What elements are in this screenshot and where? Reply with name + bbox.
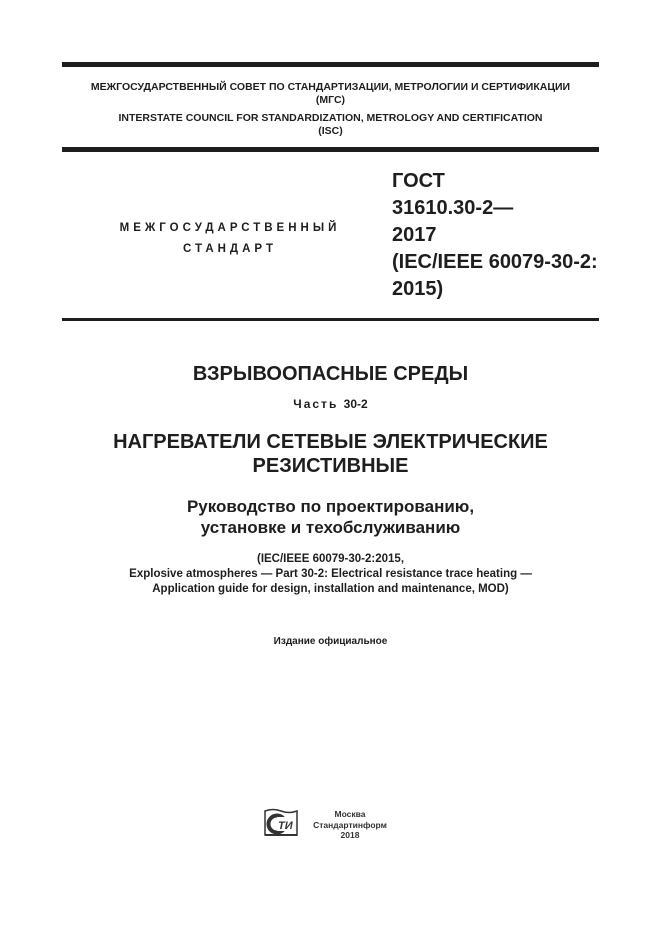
part-number: 30-2 [343, 397, 368, 411]
heading-line2: РЕЗИСТИВНЫЕ [252, 455, 409, 477]
part-label [0, 397, 661, 411]
standard-designation [392, 168, 598, 303]
standartinform-logo-icon [263, 808, 299, 838]
edition-note: Издание официальное [273, 636, 388, 647]
subtitle-line2: установке и техобслуживанию [200, 518, 461, 537]
part-word: Часть [293, 397, 339, 411]
subtitle-line1: Руководство по проектированию, [186, 497, 475, 516]
council-abbr-en: (ISC) [318, 125, 343, 137]
publisher-year: 2018 [340, 830, 360, 840]
council-name-ru: МЕЖГОСУДАРСТВЕННЫЙ СОВЕТ ПО СТАНДАРТИЗАЦИИ, МЕТРОЛОГИИ И СЕРТИФИКАЦИИ [90, 81, 571, 93]
standard-type-line1: МЕЖГОСУДАРСТВЕННЫЙ [119, 222, 341, 234]
iec-reference [0, 552, 661, 597]
iec-line3: Application guide for design, installation and maintenance, MOD) [152, 583, 509, 595]
document-subtitle [0, 496, 661, 538]
top-rule [62, 62, 599, 67]
iec-line2: Explosive atmospheres — Part 30-2: Electrical resistance trace heating — [129, 568, 532, 580]
svg-text:ТИ: ТИ [278, 820, 293, 832]
council-abbr-ru: (МГС) [315, 94, 346, 106]
designation-line: 2017 [392, 224, 437, 246]
document-title: ВЗРЫВООПАСНЫЕ СРЕДЫ [192, 363, 469, 385]
standard-type [90, 218, 370, 260]
iec-line1: (IEC/IEEE 60079-30-2:2015, [256, 553, 405, 565]
publisher-city: Москва [334, 809, 366, 819]
publisher-info [305, 809, 395, 841]
designation-line: 2015) [392, 278, 444, 300]
standard-type-line2: СТАНДАРТ [183, 243, 277, 255]
council-name-en: INTERSTATE COUNCIL FOR STANDARDIZATION, METROLOGY AND CERTIFICATION [118, 112, 543, 124]
designation-line: 31610.30-2— [392, 197, 514, 219]
document-heading [0, 430, 661, 478]
designation-line: (IEC/IEEE 60079-30-2: [392, 251, 598, 273]
publisher-name: Стандартинформ [313, 819, 387, 830]
header-rule [62, 147, 599, 152]
council-header [0, 81, 661, 138]
designation-rule [62, 318, 599, 321]
designation-line: ГОСТ [392, 170, 445, 192]
heading-line1: НАГРЕВАТЕЛИ СЕТЕВЫЕ ЭЛЕКТРИЧЕСКИЕ [113, 431, 548, 453]
